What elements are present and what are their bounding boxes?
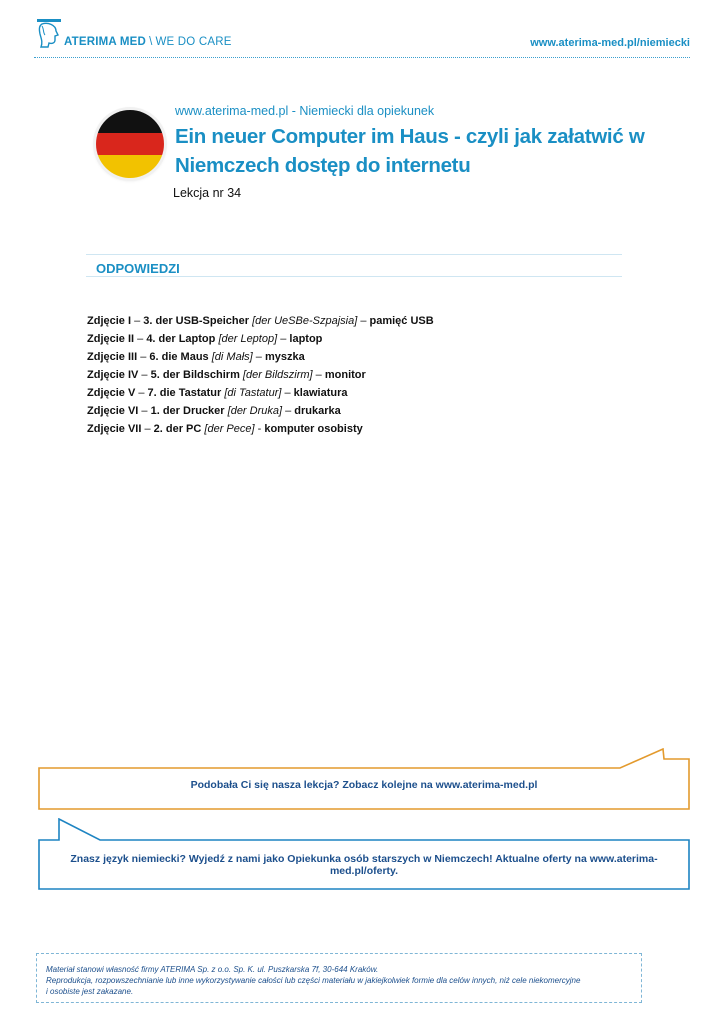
answer-row xyxy=(87,420,434,438)
answer-pronunciation: [di Tastatur] xyxy=(224,387,282,399)
brand-separator: \ xyxy=(149,36,153,48)
answer-row xyxy=(87,330,434,348)
answer-german-word: 3. der USB-Speicher xyxy=(143,315,250,327)
answer-separator: – xyxy=(357,315,370,327)
answer-polish-word: pamięć USB xyxy=(369,315,434,327)
flag-stripe-black xyxy=(96,110,164,133)
answer-separator: – xyxy=(252,351,265,363)
answer-row xyxy=(87,402,434,420)
answer-german-word: 1. der Drucker xyxy=(150,405,225,417)
answer-separator: – xyxy=(281,387,294,399)
answer-pronunciation: [der Pece] xyxy=(204,423,255,435)
answer-photo-label: Zdjęcie VII xyxy=(87,423,142,435)
answer-separator: - xyxy=(254,423,265,435)
answer-german-word: 2. der PC xyxy=(153,423,202,435)
answer-dash: – xyxy=(141,423,154,435)
profile-head-logo-icon xyxy=(34,16,64,50)
answer-dash: – xyxy=(131,315,144,327)
answer-separator: – xyxy=(277,333,290,345)
lesson-subtitle: www.aterima-med.pl - Niemiecki dla opiekunek xyxy=(175,104,435,118)
copyright-line: Reprodukcja, rozpowszechnianie lub inne wykorzystywanie całości lub części materiału w jakiejkolwiek formie dla celów innych, niż cele niekomercyjne xyxy=(46,976,581,985)
flag-stripe-gold xyxy=(96,155,164,178)
answer-pronunciation: [der Bildszirm] xyxy=(242,369,313,381)
answer-german-word: 4. der Laptop xyxy=(146,333,216,345)
lesson-number: Lekcja nr 34 xyxy=(173,186,242,200)
answer-row xyxy=(87,312,434,330)
answer-dash: – xyxy=(134,333,147,345)
answer-dash: – xyxy=(135,387,148,399)
answer-photo-label: Zdjęcie V xyxy=(87,387,136,399)
brand-logo xyxy=(64,36,232,48)
brand-name: ATERIMA MED xyxy=(64,36,147,48)
german-flag-icon xyxy=(96,110,164,178)
answer-polish-word: drukarka xyxy=(294,405,341,417)
answer-polish-word: laptop xyxy=(289,333,323,345)
answer-row xyxy=(87,366,434,384)
answer-polish-word: klawiatura xyxy=(293,387,348,399)
copyright-text xyxy=(46,964,580,997)
answer-photo-label: Zdjęcie I xyxy=(87,315,132,327)
flag-stripe-red xyxy=(96,133,164,156)
answer-german-word: 7. die Tastatur xyxy=(147,387,222,399)
brand-tagline: WE DO CARE xyxy=(155,36,232,48)
copyright-line: i osobiste jest zakazane. xyxy=(46,987,134,996)
header-divider xyxy=(34,57,690,58)
answers-list xyxy=(87,312,434,438)
header-url-link[interactable]: www.aterima-med.pl/niemiecki xyxy=(530,37,690,49)
section-rule-top xyxy=(86,254,622,255)
answer-pronunciation: [der UeSBe-Szpajsia] xyxy=(252,315,358,327)
answer-pronunciation: [der Leptop] xyxy=(218,333,278,345)
answer-german-word: 5. der Bildschirm xyxy=(150,369,240,381)
answer-polish-word: myszka xyxy=(264,351,305,363)
job-promo-text[interactable]: Znasz język niemiecki? Wyjedź z nami jako Opiekunka osób starszych w Niemczech! Aktualne oferty na www.aterima-med.pl/oferty. xyxy=(70,853,658,877)
lesson-title: Ein neuer Computer im Haus - czyli jak załatwić w Niemczech dostęp do internetu xyxy=(175,125,645,177)
answer-dash: – xyxy=(137,351,150,363)
answer-pronunciation: [di Małs] xyxy=(211,351,253,363)
answer-photo-label: Zdjęcie IV xyxy=(87,369,139,381)
answer-row xyxy=(87,348,434,366)
lesson-promo-text[interactable]: Podobała Ci się nasza lekcja? Zobacz kolejne na www.aterima-med.pl xyxy=(190,779,538,791)
section-rule-bottom xyxy=(86,276,622,277)
answer-dash: – xyxy=(138,405,151,417)
answers-heading: ODPOWIEDZI xyxy=(96,261,180,276)
answer-polish-word: komputer osobisty xyxy=(264,423,363,435)
answer-photo-label: Zdjęcie II xyxy=(87,333,135,345)
answer-dash: – xyxy=(138,369,151,381)
answer-photo-label: Zdjęcie III xyxy=(87,351,138,363)
copyright-line: Materiał stanowi własność firmy ATERIMA Sp. z o.o. Sp. K. ul. Puszkarska 7f, 30-644 Kraków. xyxy=(46,965,379,974)
answer-pronunciation: [der Druka] xyxy=(227,405,283,417)
answer-german-word: 6. die Maus xyxy=(149,351,209,363)
answer-separator: – xyxy=(282,405,295,417)
answer-row xyxy=(87,384,434,402)
answer-polish-word: monitor xyxy=(324,369,366,381)
answer-photo-label: Zdjęcie VI xyxy=(87,405,139,417)
answer-separator: – xyxy=(312,369,325,381)
